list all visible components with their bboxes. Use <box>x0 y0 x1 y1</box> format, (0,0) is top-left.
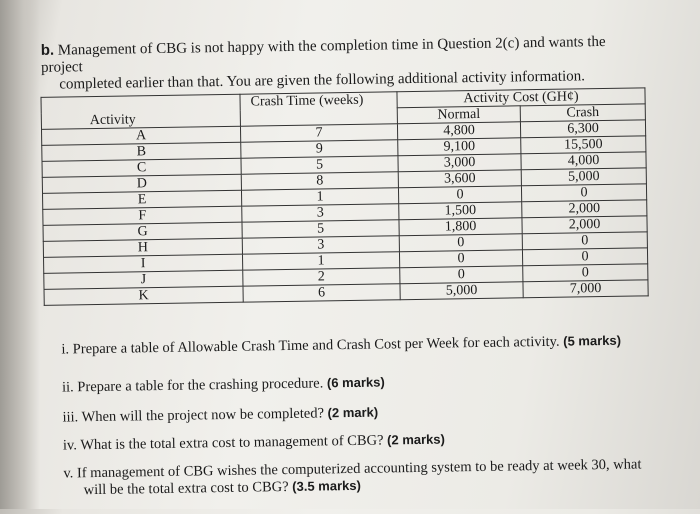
cell-crash-time: 5 <box>241 156 398 174</box>
subquestion-text: iii. When will the project now be completed? <box>62 405 325 426</box>
cell-crash-cost: 0 <box>523 264 648 282</box>
question-heading <box>41 32 642 93</box>
subquestion-marks: (5 marks) <box>563 332 622 349</box>
cell-crash-time: 6 <box>243 284 400 302</box>
header-crash: Crash <box>520 104 645 122</box>
cell-normal-cost: 0 <box>398 186 521 204</box>
subquestion-marks: (3.5 marks) <box>292 477 361 494</box>
cell-normal-cost: 0 <box>399 250 522 268</box>
cell-crash-cost: 4,000 <box>521 152 646 170</box>
subquestion-text: will be the total extra cost to CBG? <box>83 478 289 499</box>
activity-cost-table <box>40 87 648 305</box>
subquestion-marks: (6 marks) <box>326 374 385 391</box>
cell-normal-cost: 3,000 <box>398 154 521 172</box>
question-line-2: completed earlier than that. You are given the following additional activity information. <box>59 68 586 93</box>
subquestion-i <box>61 333 621 358</box>
cell-activity: H <box>43 238 242 257</box>
cell-activity: E <box>43 190 242 209</box>
subquestion-list <box>61 332 681 499</box>
cell-crash-time: 2 <box>243 268 400 286</box>
header-crash-time: Crash Time (weeks) <box>240 92 397 126</box>
cell-normal-cost: 5,000 <box>400 282 523 300</box>
header-activity-cost: Activity Cost (GH¢) <box>397 88 645 108</box>
subquestion-text: v. If management of CBG wishes the computerized accounting system to be ready at week 30, what <box>63 456 642 482</box>
cell-crash-cost: 0 <box>522 232 647 250</box>
subquestion-text: i. Prepare a table of Allowable Crash Time and Crash Cost per Week for each activity. <box>61 333 560 358</box>
cell-activity: B <box>42 142 241 161</box>
cell-crash-time: 8 <box>241 172 398 190</box>
cell-crash-time: 1 <box>242 252 399 270</box>
cell-normal-cost: 3,600 <box>398 170 521 188</box>
cell-normal-cost: 4,800 <box>397 122 520 140</box>
cell-crash-cost: 0 <box>521 184 646 202</box>
cell-crash-cost: 6,300 <box>520 120 645 138</box>
subquestion-iii <box>62 405 378 426</box>
subquestion-marks: (2 marks) <box>386 431 445 448</box>
subquestion-iv <box>63 432 445 454</box>
cell-crash-cost: 15,500 <box>521 136 646 154</box>
cell-crash-time: 9 <box>241 140 398 158</box>
cell-crash-cost: 5,000 <box>521 168 646 186</box>
cell-activity: F <box>43 206 242 225</box>
header-normal: Normal <box>397 106 520 124</box>
cell-crash-cost: 2,000 <box>522 216 647 234</box>
subquestion-marks: (2 mark) <box>327 404 379 421</box>
cell-crash-cost: 0 <box>522 248 647 266</box>
cell-normal-cost: 0 <box>400 266 523 284</box>
cell-crash-time: 1 <box>241 188 398 206</box>
cell-crash-time: 5 <box>242 220 399 238</box>
cell-activity: J <box>44 270 243 289</box>
cell-activity: I <box>44 254 243 273</box>
cell-normal-cost: 1,500 <box>399 202 522 220</box>
subquestion-text: ii. Prepare a table for the crashing procedure. <box>61 375 324 396</box>
subquestion-ii <box>62 374 385 395</box>
cell-crash-time: 7 <box>240 124 397 142</box>
cell-activity: D <box>42 174 241 193</box>
cell-crash-cost: 7,000 <box>523 280 648 298</box>
cell-crash-time: 3 <box>242 204 399 222</box>
subquestion-text: iv. What is the total extra cost to management of CBG? <box>62 432 384 454</box>
subquestion-v-continued <box>84 478 361 498</box>
cell-normal-cost: 0 <box>399 234 522 252</box>
cell-activity: C <box>42 158 241 177</box>
cell-crash-cost: 2,000 <box>522 200 647 218</box>
cell-activity: G <box>43 222 242 241</box>
cell-activity: A <box>41 126 240 145</box>
header-activity: Activity <box>41 94 240 129</box>
cell-normal-cost: 1,800 <box>399 218 522 236</box>
cell-activity: K <box>44 286 243 305</box>
cell-crash-time: 3 <box>242 236 399 254</box>
question-line-1: Management of CBG is not happy with the completion time in Question 2(c) and wants the project <box>40 33 606 76</box>
cell-normal-cost: 9,100 <box>398 138 521 156</box>
question-number: b. <box>40 41 55 59</box>
